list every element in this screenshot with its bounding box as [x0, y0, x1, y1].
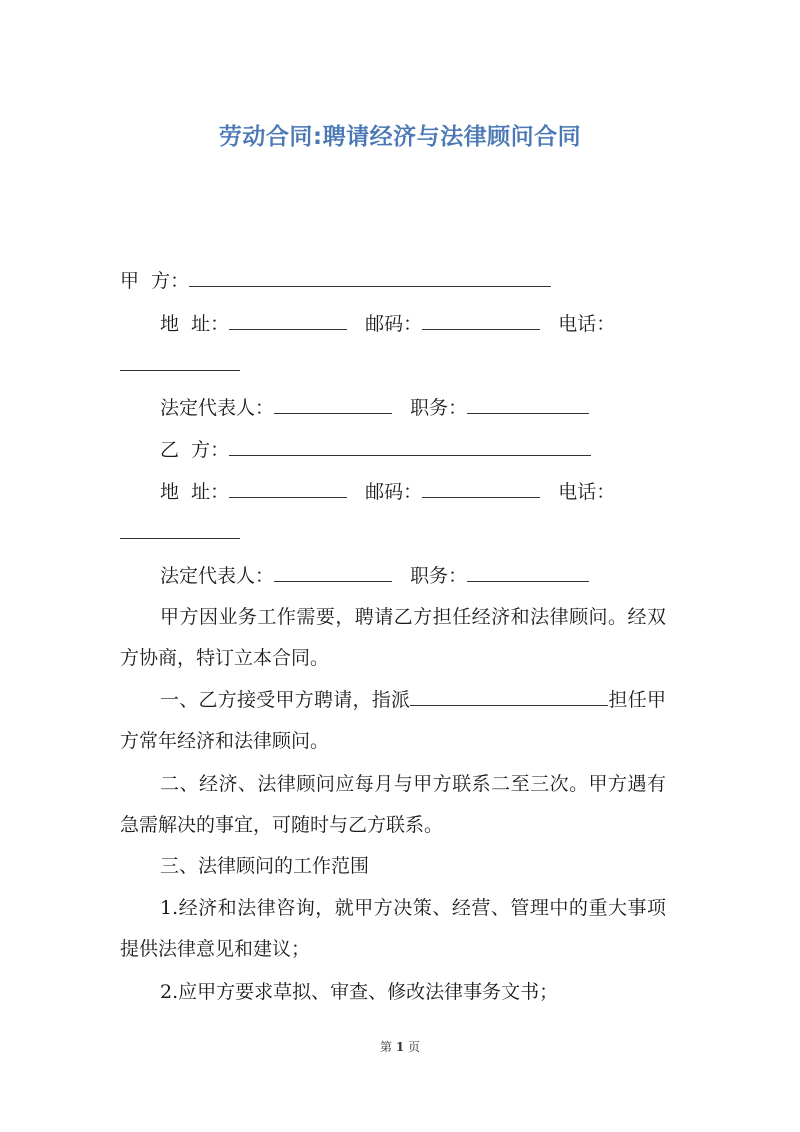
party-b-rep-blank — [274, 563, 392, 582]
party-a-position-label: 职务： — [410, 397, 468, 419]
party-a-rep-line — [160, 395, 589, 420]
party-b-postcode-blank — [422, 479, 540, 498]
party-a-line — [120, 268, 551, 293]
party-a-postcode-blank — [422, 311, 540, 330]
party-b-position-label: 职务： — [410, 565, 468, 587]
page-suffix: 页 — [408, 1040, 421, 1054]
party-b-label: 乙 方： — [160, 439, 230, 461]
party-b-rep-label: 法定代表人： — [160, 565, 275, 587]
party-b-phone-blank — [120, 520, 240, 539]
party-b-address-label: 地 址： — [160, 481, 230, 503]
party-a-position-blank — [467, 395, 589, 414]
party-b-position-blank — [467, 563, 589, 582]
party-a-phone-line — [120, 352, 240, 377]
party-b-blank — [229, 437, 591, 456]
party-b-address-line — [160, 479, 615, 504]
page-footer — [0, 1038, 800, 1055]
page-number: 1 — [395, 1040, 405, 1054]
clause-3-item-2: 2.应甲方要求草拟、审查、修改法律事务文书； — [160, 981, 559, 1003]
party-a-blank — [189, 268, 551, 287]
clause-1-text-after: 担任甲方常年经济和法律顾问。 — [120, 689, 666, 752]
clause-1-paragraph — [120, 680, 666, 762]
party-b-postcode-label: 邮码： — [365, 481, 423, 503]
party-a-rep-label: 法定代表人： — [160, 397, 275, 419]
clause-3-item-1: 1.经济和法律咨询，就甲方决策、经营、管理中的重大事项提供法律意见和建议； — [120, 897, 666, 960]
clause-3-heading: 三、法律顾问的工作范围 — [160, 855, 370, 877]
party-a-phone-blank — [120, 352, 240, 371]
party-b-rep-line — [160, 563, 589, 588]
party-b-line — [160, 437, 591, 462]
document-title: 劳动合同:聘请经济与法律顾问合同 — [218, 124, 582, 150]
party-b-address-blank — [229, 479, 347, 498]
party-a-postcode-label: 邮码： — [365, 313, 423, 335]
clause-2-paragraph: 二、经济、法律顾问应每月与甲方联系二至三次。甲方遇有急需解决的事宜，可随时与乙方联系。 — [120, 773, 666, 836]
page-prefix: 第 — [379, 1040, 392, 1054]
clause-1-blank — [410, 687, 608, 706]
party-a-phone-label: 电话： — [558, 313, 616, 335]
party-a-address-line — [160, 311, 615, 336]
party-a-address-blank — [229, 311, 347, 330]
intro-paragraph: 甲方因业务工作需要，聘请乙方担任经济和法律顾问。经双方协商，特订立本合同。 — [120, 606, 666, 669]
party-b-phone-line — [120, 520, 240, 545]
party-b-phone-label: 电话： — [558, 481, 616, 503]
party-a-label: 甲 方： — [120, 270, 190, 292]
party-a-rep-blank — [274, 395, 392, 414]
party-a-address-label: 地 址： — [160, 313, 230, 335]
clause-1-text-before: 一、乙方接受甲方聘请，指派 — [160, 689, 411, 711]
